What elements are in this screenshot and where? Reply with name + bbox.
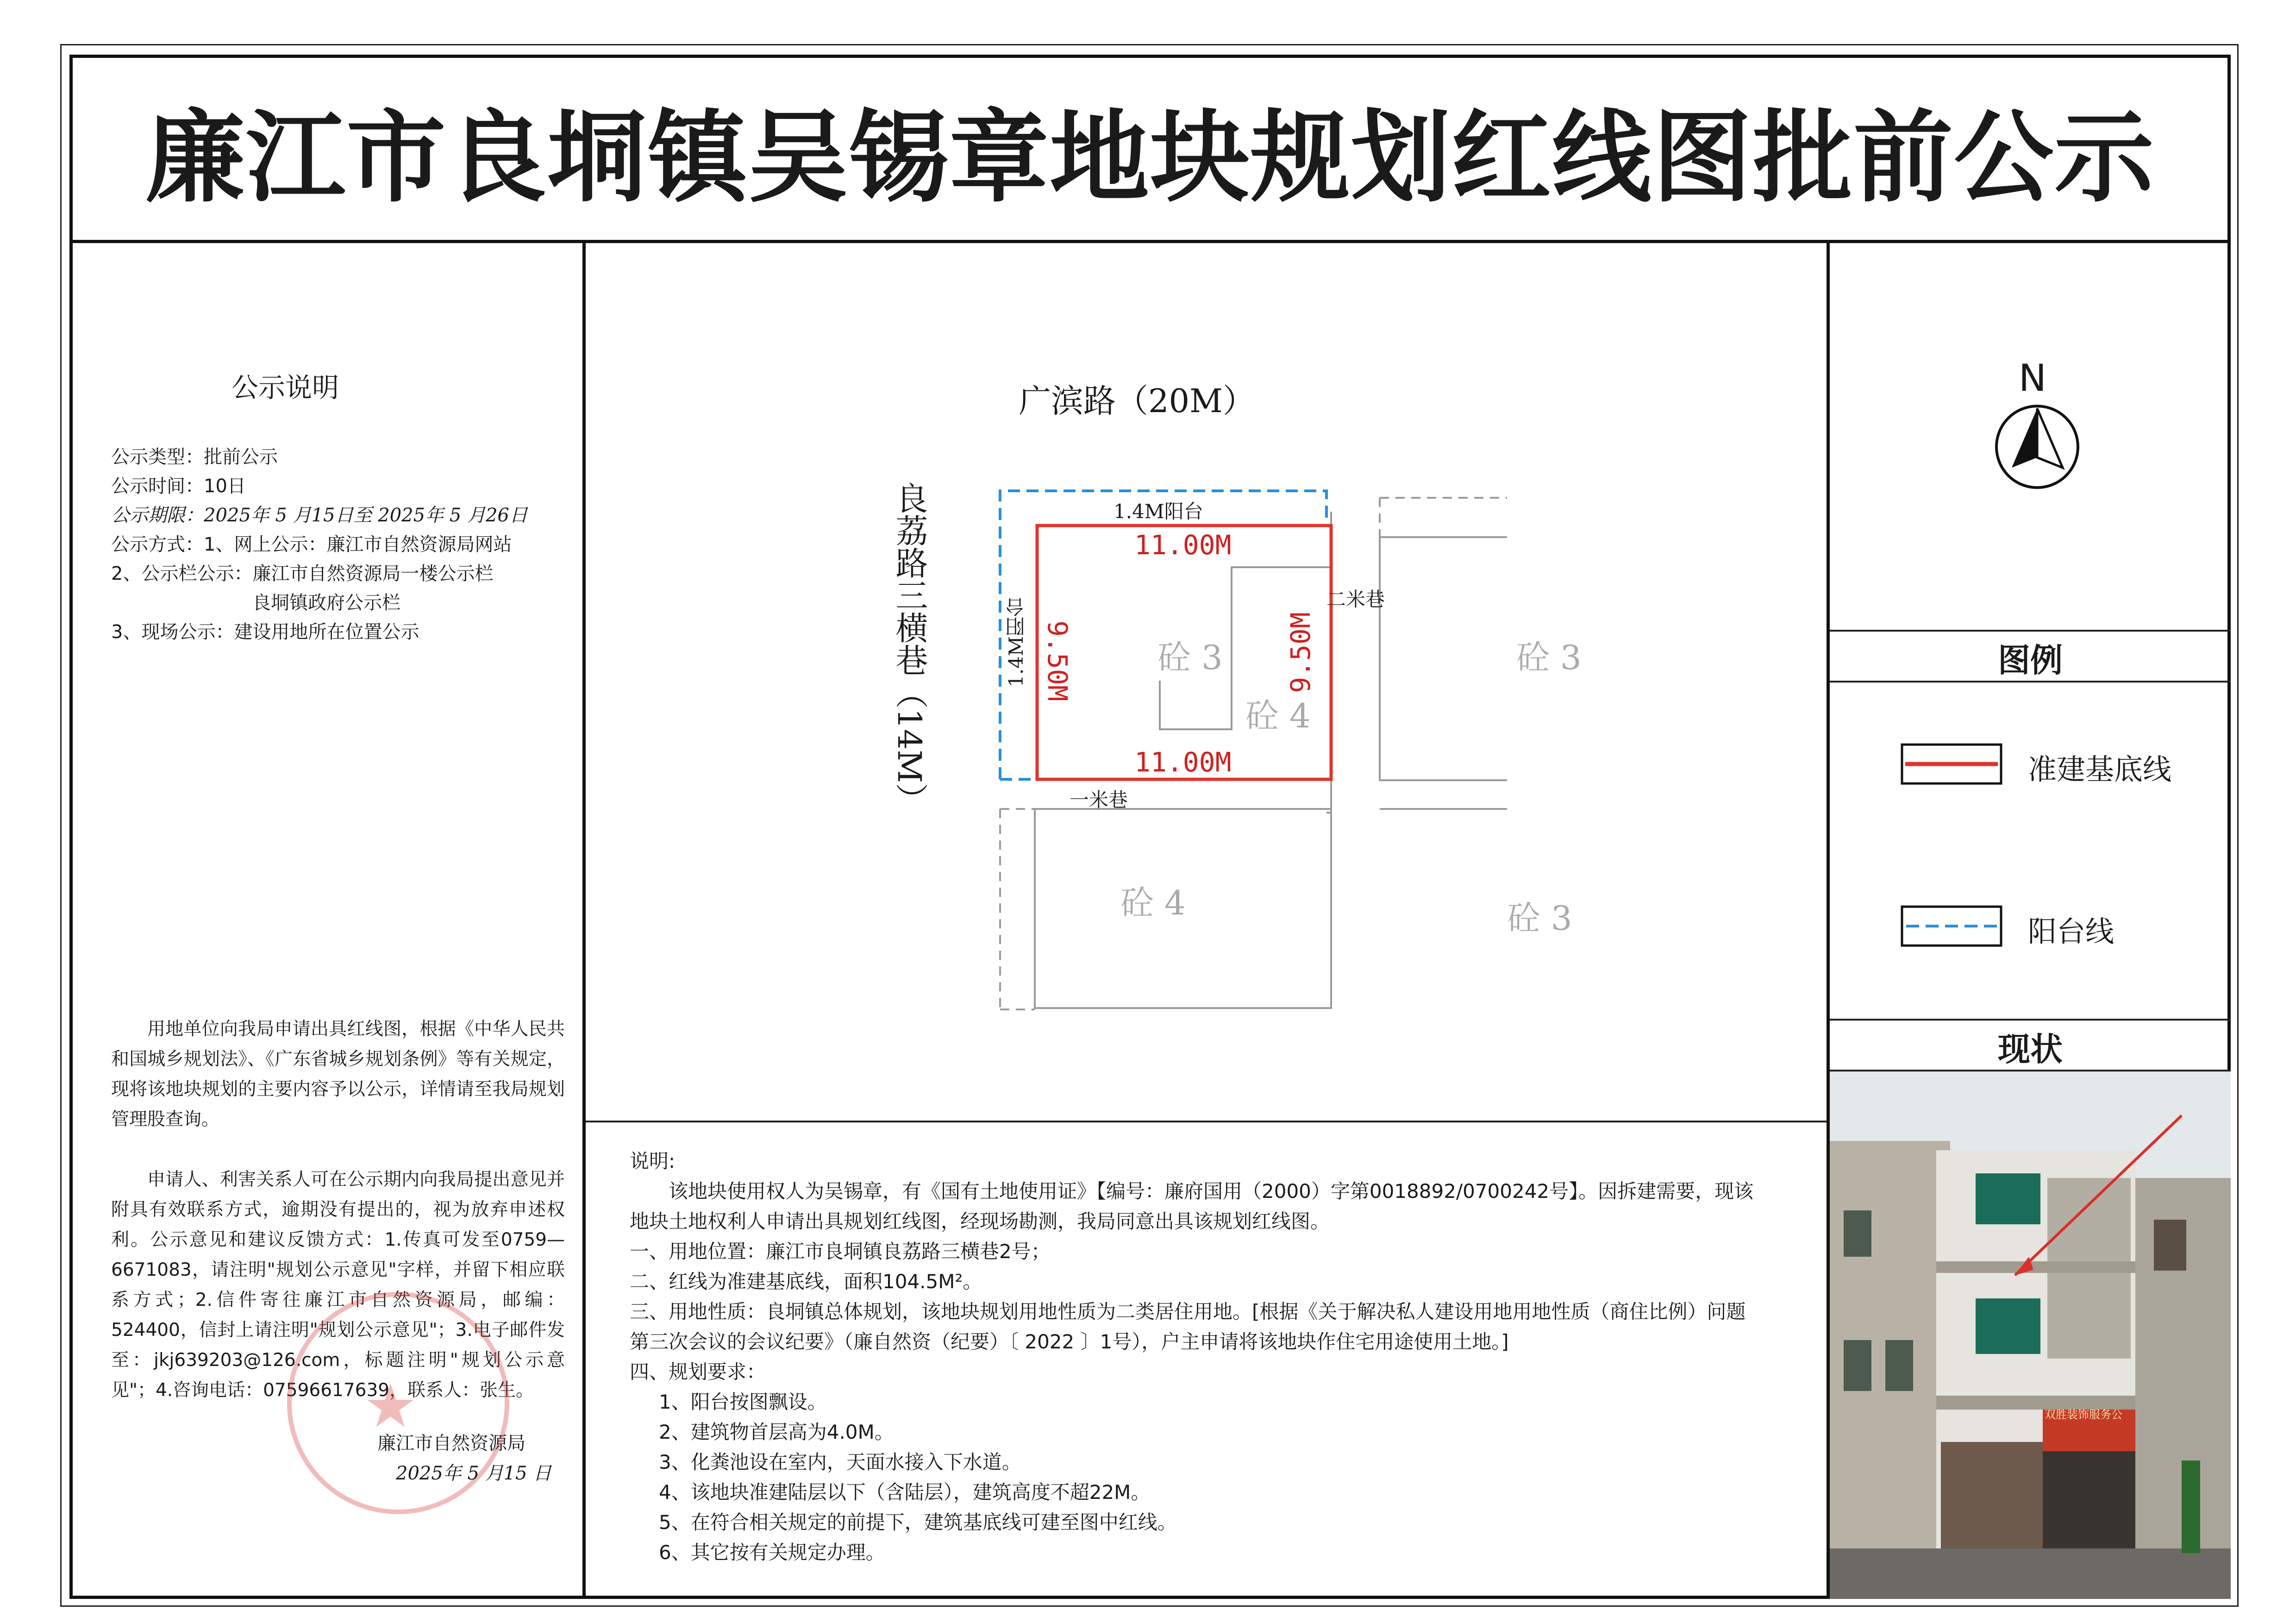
balcony-label-left: 1.4M阳台 bbox=[1005, 597, 1027, 687]
notice-type: 公示类型：批前公示 bbox=[111, 446, 278, 468]
building-label: 砼 4 bbox=[1245, 696, 1311, 735]
notice-duration: 公示时间：10日 bbox=[111, 476, 246, 497]
notes-item-area: 二、红线为准建基底线，面积104.5M²。 bbox=[630, 1270, 982, 1293]
lane-label-bottom: 一米巷 bbox=[1070, 789, 1128, 811]
notes-divider bbox=[586, 1121, 1827, 1122]
requirement-line: 1、阳台按图飘设。 bbox=[659, 1391, 827, 1413]
notice-date: 2025年 5 月15 日 bbox=[396, 1463, 552, 1484]
road-label-left: 良荔路三横巷（14M） bbox=[890, 482, 928, 815]
notice-paragraph-1-text: 用地单位向我局申请出具红线图，根据《中华人民共和国城乡规划法》、《广东省城乡规划条例》等有关规定，现将该地块规划的主要内容予以公示，详情请至我局规划管理股查询。 bbox=[111, 1019, 565, 1130]
notice-heading: 公示说明 bbox=[231, 372, 339, 403]
status-top-divider bbox=[1830, 1019, 2231, 1021]
requirement-line: 3、化粪池设在室内，天面水接入下水道。 bbox=[659, 1451, 1021, 1473]
notice-signature: 廉江市自然资源局 bbox=[377, 1433, 526, 1454]
seal-star-icon: ★ bbox=[363, 1371, 418, 1441]
requirement-line: 6、其它按有关规定办理。 bbox=[659, 1541, 885, 1564]
notes-item-location: 一、用地位置：廉江市良垌镇良荔路三横巷2号； bbox=[630, 1240, 1051, 1263]
requirement-line: 5、在符合相关规定的前提下，建筑基底线可建至图中红线。 bbox=[659, 1511, 1177, 1534]
page-title: 廉江市良垌镇吴锡章地块规划红线图批前公示 bbox=[145, 98, 2155, 216]
site-status-photo bbox=[1830, 1072, 2231, 1599]
legend-balcony-line-swatch bbox=[1901, 905, 2002, 947]
shop-sign: 双胜装饰服务公 bbox=[2045, 1408, 2122, 1421]
notes-item-land-use: 三、用地性质：良垌镇总体规划，该地块规划用地性质为二类居住用地。[根据《关于解决私人建设用地用地性质（商住比例）问题第三次会议的会议纪要》（廉自然资（纪要）〔 2022 〕1号），户主申请将该地块作住宅用途使用土地。] bbox=[630, 1300, 1746, 1353]
dimension-top: 11.00M bbox=[1134, 529, 1232, 561]
legend-heading: 图例 bbox=[1998, 641, 2063, 679]
north-label: N bbox=[2019, 357, 2046, 400]
notice-method-online: 公示方式：1、网上公示：廉江市自然资源局网站 bbox=[111, 534, 512, 555]
north-arrow-icon bbox=[1993, 403, 2081, 491]
building-label: 砼 3 bbox=[1157, 638, 1223, 677]
lane-label-right: 二米巷 bbox=[1326, 588, 1385, 611]
road-label-top: 广滨路（20M） bbox=[1019, 382, 1255, 420]
notice-method-board: 2、公示栏公示：廉江市自然资源局一楼公示栏 bbox=[111, 563, 494, 584]
status-heading: 现状 bbox=[1998, 1030, 2063, 1068]
notice-method-site: 3、现场公示：建设用地所在位置公示 bbox=[111, 621, 419, 643]
notice-method-board-2: 良垌镇政府公示栏 bbox=[252, 592, 400, 614]
legend-base-line-swatch bbox=[1901, 743, 2002, 785]
legend-base-line-label: 准建基底线 bbox=[2028, 752, 2172, 786]
right-column-divider bbox=[1827, 240, 1830, 1599]
dimension-left: 9.50M bbox=[1042, 620, 1073, 702]
legend-top-divider bbox=[1830, 630, 2231, 632]
legend-balcony-line-label: 阳台线 bbox=[2028, 915, 2115, 948]
notice-paragraph-1 bbox=[111, 1014, 565, 1134]
building-label: 砼 3 bbox=[1507, 899, 1572, 938]
left-column-divider bbox=[582, 240, 586, 1599]
requirement-line: 4、该地块准建陆层以下（含陆层），建筑高度不超22M。 bbox=[659, 1481, 1151, 1504]
notes-item-requirements: 四、规划要求： bbox=[630, 1360, 766, 1383]
notes-heading: 说明: bbox=[630, 1150, 676, 1172]
notes-intro: 该地块使用权人为吴锡章，有《国有土地使用证》【编号：廉府国用（2000）字第0018892/0700242号】。因拆建需要，现该地块土地权利人申请出具规划红线图，经现场勘测，我局同意出具该规划红线图。 bbox=[630, 1180, 1754, 1233]
balcony-label-top: 1.4M阳台 bbox=[1114, 500, 1203, 523]
notice-paragraph-2-text: 申请人、利害关系人可在公示期内向我局提出意见并附具有效联系方式，逾期没有提出的，视为放弃申述权利。公示意见和建议反馈方式：1.传真可发至0759—6671083，请注明"规划公示意见"字样，并留下相应联系方式；2.信件寄往廉江市自然资源局，邮编：524400，信封上请注明"规划公示意见"；3.电子邮件发至：jkj639203@126.com，标题注明"规划公示意见"；4.咨询电话：07596617639，联系人：张生。 bbox=[111, 1169, 565, 1401]
neighbor-plots bbox=[1000, 498, 1507, 1009]
building-label: 砼 3 bbox=[1516, 638, 1582, 677]
dimension-right: 9.50M bbox=[1285, 612, 1316, 693]
building-label: 砼 4 bbox=[1120, 884, 1186, 922]
notice-period: 公示期限：2025年 5 月15日至 2025年 5 月26日 bbox=[111, 505, 528, 526]
dimension-bottom: 11.00M bbox=[1134, 746, 1232, 778]
notes-block bbox=[630, 1146, 1759, 1567]
requirement-line: 2、建筑物首层高为4.0M。 bbox=[659, 1421, 894, 1443]
